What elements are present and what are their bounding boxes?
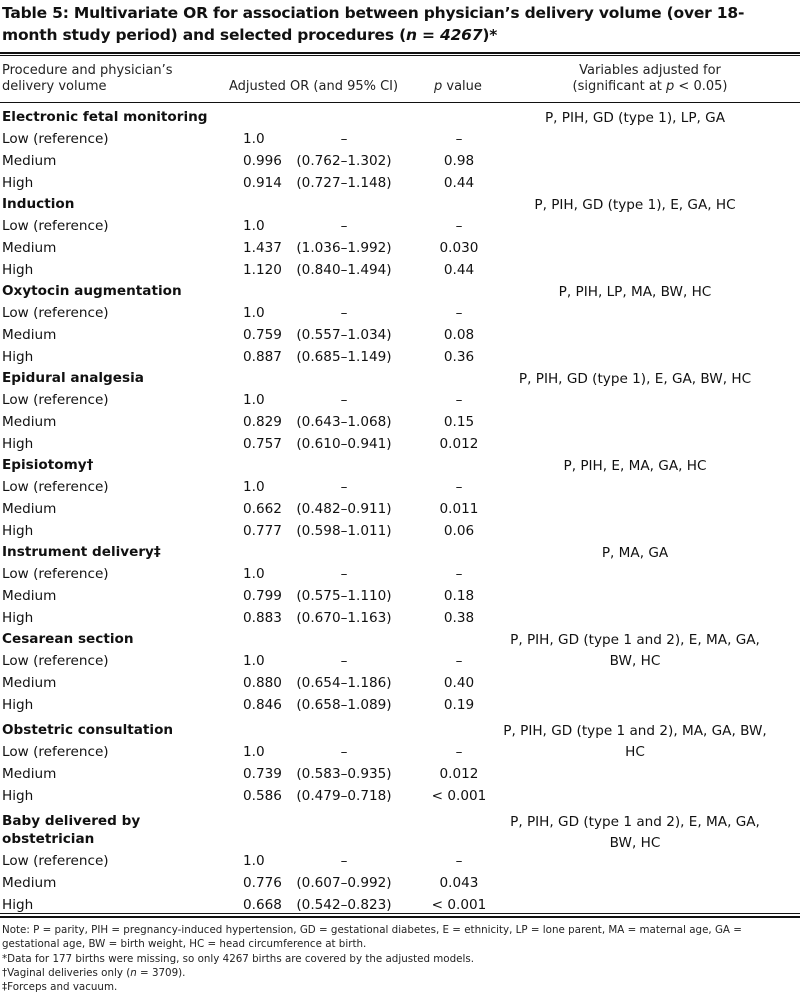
- p-value: 0.19: [443, 696, 475, 713]
- confidence-interval: (0.482–0.911): [296, 500, 392, 517]
- p-value: –: [455, 392, 463, 408]
- adjusted-variables: P, PIH, GD (type 1 and 2), MA, GA, BW,: [503, 723, 767, 739]
- p-value: < 0.001: [431, 787, 487, 804]
- confidence-interval: (0.598–1.011): [296, 522, 392, 539]
- adjusted-variables: P, PIH, GD (type 1), E, GA, HC: [534, 197, 736, 213]
- row-label: Low (reference): [2, 218, 109, 234]
- confidence-interval: –: [340, 566, 348, 582]
- row-label: Medium: [2, 674, 57, 691]
- adjusted-variables: P, PIH, GD (type 1), E, GA, BW, HC: [518, 371, 752, 387]
- row-label: High: [2, 261, 34, 278]
- row-label: High: [2, 896, 34, 913]
- row-label: Medium: [2, 239, 57, 256]
- odds-ratio: 0.829: [243, 413, 282, 430]
- procedure-name: Episiotomy†: [2, 457, 94, 473]
- odds-ratio: 0.996: [243, 152, 282, 169]
- adjusted-variables: HC: [625, 744, 645, 760]
- p-value: 0.40: [443, 674, 475, 691]
- confidence-interval: –: [340, 653, 348, 669]
- odds-ratio: 1.0: [243, 479, 265, 495]
- confidence-interval: (0.643–1.068): [296, 413, 392, 430]
- row-label: Low (reference): [2, 305, 109, 321]
- procedure-name: Obstetric consultation: [2, 722, 174, 738]
- p-value: –: [455, 479, 463, 495]
- p-value: 0.44: [443, 174, 475, 191]
- row-label: High: [2, 435, 34, 452]
- p-value: 0.012: [439, 765, 479, 782]
- confidence-interval: (0.658–1.089): [296, 696, 392, 713]
- confidence-interval: (0.654–1.186): [296, 674, 392, 691]
- odds-ratio: 0.883: [243, 609, 282, 626]
- header-procedure: Procedure and physician’s delivery volume: [2, 63, 173, 94]
- row-label: Medium: [2, 152, 57, 169]
- confidence-interval: (0.583–0.935): [296, 765, 392, 782]
- odds-ratio: 0.777: [243, 522, 282, 539]
- procedure-name: Epidural analgesia: [2, 370, 144, 386]
- p-value: 0.36: [443, 348, 475, 365]
- header-p-value: p value: [434, 79, 482, 94]
- p-value: 0.15: [443, 413, 475, 430]
- p-value: –: [455, 305, 463, 321]
- adjusted-variables: P, PIH, LP, MA, BW, HC: [558, 284, 712, 300]
- confidence-interval: –: [340, 218, 348, 234]
- p-value: 0.18: [443, 587, 475, 604]
- confidence-interval: –: [340, 853, 348, 869]
- confidence-interval: (0.670–1.163): [296, 609, 392, 626]
- p-value: –: [455, 218, 463, 234]
- row-label: High: [2, 348, 34, 365]
- row-label: Medium: [2, 765, 57, 782]
- odds-ratio: 1.0: [243, 744, 265, 760]
- row-label: Medium: [2, 326, 57, 343]
- adjusted-variables: BW, HC: [609, 835, 661, 851]
- odds-ratio: 0.880: [243, 674, 282, 691]
- note-dagger: †Vaginal deliveries only (n = 3709).: [2, 966, 186, 979]
- row-label: Medium: [2, 500, 57, 517]
- procedure-name: obstetrician: [2, 831, 95, 847]
- row-label: High: [2, 696, 34, 713]
- p-value: –: [455, 566, 463, 582]
- odds-ratio: 1.0: [243, 305, 265, 321]
- row-label: High: [2, 522, 34, 539]
- p-value: < 0.001: [431, 896, 487, 913]
- p-value: 0.011: [439, 500, 479, 517]
- p-value: 0.030: [439, 239, 479, 256]
- header-variables-adjusted: Variables adjusted for (significant at p < 0.05): [572, 63, 728, 94]
- odds-ratio: 0.757: [243, 435, 282, 452]
- confidence-interval: (0.575–1.110): [296, 587, 392, 604]
- row-label: High: [2, 609, 34, 626]
- header-adjusted-or: Adjusted OR (and 95% CI): [229, 79, 399, 94]
- confidence-interval: (0.727–1.148): [296, 174, 392, 191]
- odds-ratio: 0.586: [243, 787, 282, 804]
- p-value: 0.44: [443, 261, 475, 278]
- odds-ratio: 0.776: [243, 874, 282, 891]
- confidence-interval: –: [340, 744, 348, 760]
- odds-ratio: 0.846: [243, 696, 282, 713]
- adjusted-variables: P, PIH, GD (type 1 and 2), E, MA, GA,: [510, 814, 760, 830]
- procedure-name: Oxytocin augmentation: [2, 283, 182, 299]
- row-label: Low (reference): [2, 744, 109, 760]
- confidence-interval: –: [340, 392, 348, 408]
- adjusted-variables: P, MA, GA: [601, 545, 669, 561]
- row-label: Low (reference): [2, 853, 109, 869]
- row-label: Low (reference): [2, 653, 109, 669]
- confidence-interval: (0.840–1.494): [296, 261, 392, 278]
- note-star: *Data for 177 births were missing, so only 4267 births are covered by the adjusted models.: [2, 952, 474, 965]
- confidence-interval: (0.557–1.034): [296, 326, 392, 343]
- odds-ratio: 0.914: [243, 174, 282, 191]
- odds-ratio: 0.662: [243, 500, 282, 517]
- confidence-interval: (0.479–0.718): [296, 787, 392, 804]
- odds-ratio: 1.437: [243, 239, 282, 256]
- odds-ratio: 0.739: [243, 765, 282, 782]
- confidence-interval: (0.762–1.302): [296, 152, 392, 169]
- p-value: 0.043: [439, 874, 479, 891]
- row-label: Medium: [2, 874, 57, 891]
- odds-ratio: 1.0: [243, 218, 265, 234]
- row-label: Low (reference): [2, 479, 109, 495]
- top-rule-thin: [0, 55, 800, 56]
- p-value: –: [455, 744, 463, 760]
- p-value: 0.08: [443, 326, 475, 343]
- odds-ratio: 0.759: [243, 326, 282, 343]
- procedure-name: Induction: [2, 196, 75, 212]
- adjusted-variables: P, PIH, E, MA, GA, HC: [563, 458, 707, 474]
- note-abbreviations: Note: P = parity, PIH = pregnancy-induced hypertension, GD = gestational diabetes, E = ethnicity, LP = lone parent, MA = maternal age, GA = gestational age, BW = birth weight, HC = head circumference at birth.: [2, 924, 742, 951]
- odds-ratio: 0.887: [243, 348, 282, 365]
- p-value: 0.012: [439, 435, 479, 452]
- odds-ratio: 1.0: [243, 853, 265, 869]
- row-label: Medium: [2, 413, 57, 430]
- bottom-rule-thick: [0, 916, 800, 918]
- confidence-interval: (0.607–0.992): [296, 874, 392, 891]
- procedure-name: Cesarean section: [2, 631, 134, 647]
- bottom-rule: [0, 913, 800, 914]
- adjusted-variables: P, PIH, GD (type 1 and 2), E, MA, GA,: [510, 632, 760, 648]
- odds-ratio: 0.799: [243, 587, 282, 604]
- row-label: Medium: [2, 587, 57, 604]
- p-value: –: [455, 653, 463, 669]
- procedure-name: Electronic fetal monitoring: [2, 109, 208, 125]
- odds-ratio: 1.0: [243, 131, 265, 147]
- confidence-interval: –: [340, 479, 348, 495]
- p-value: 0.06: [443, 522, 475, 539]
- p-value: 0.98: [443, 152, 475, 169]
- confidence-interval: (0.542–0.823): [296, 896, 392, 913]
- note-double-dagger: ‡Forceps and vacuum.: [2, 981, 118, 994]
- odds-ratio: 1.0: [243, 653, 265, 669]
- row-label: High: [2, 787, 34, 804]
- table-notes: [2, 923, 792, 994]
- header-rule: [0, 102, 800, 103]
- odds-ratio: 1.120: [243, 261, 282, 278]
- p-value: –: [455, 853, 463, 869]
- row-label: High: [2, 174, 34, 191]
- confidence-interval: –: [340, 131, 348, 147]
- odds-ratio: 1.0: [243, 566, 265, 582]
- confidence-interval: (0.610–0.941): [296, 435, 392, 452]
- adjusted-variables: BW, HC: [609, 653, 661, 669]
- procedure-name: Baby delivered by: [2, 813, 141, 829]
- confidence-interval: (1.036–1.992): [296, 239, 392, 256]
- odds-ratio: 0.668: [243, 896, 282, 913]
- row-label: Low (reference): [2, 392, 109, 408]
- confidence-interval: (0.685–1.149): [296, 348, 392, 365]
- row-label: Low (reference): [2, 131, 109, 147]
- row-label: Low (reference): [2, 566, 109, 582]
- odds-ratio: 1.0: [243, 392, 265, 408]
- procedure-name: Instrument delivery‡: [2, 544, 161, 560]
- table-title: Table 5: Multivariate OR for association between physician’s delivery volume (over 18-month study period) and selected procedures (n = 4267)*: [2, 4, 745, 44]
- adjusted-variables: P, PIH, GD (type 1), LP, GA: [544, 110, 726, 126]
- confidence-interval: –: [340, 305, 348, 321]
- p-value: 0.38: [443, 609, 475, 626]
- top-rule: [0, 52, 800, 54]
- p-value: –: [455, 131, 463, 147]
